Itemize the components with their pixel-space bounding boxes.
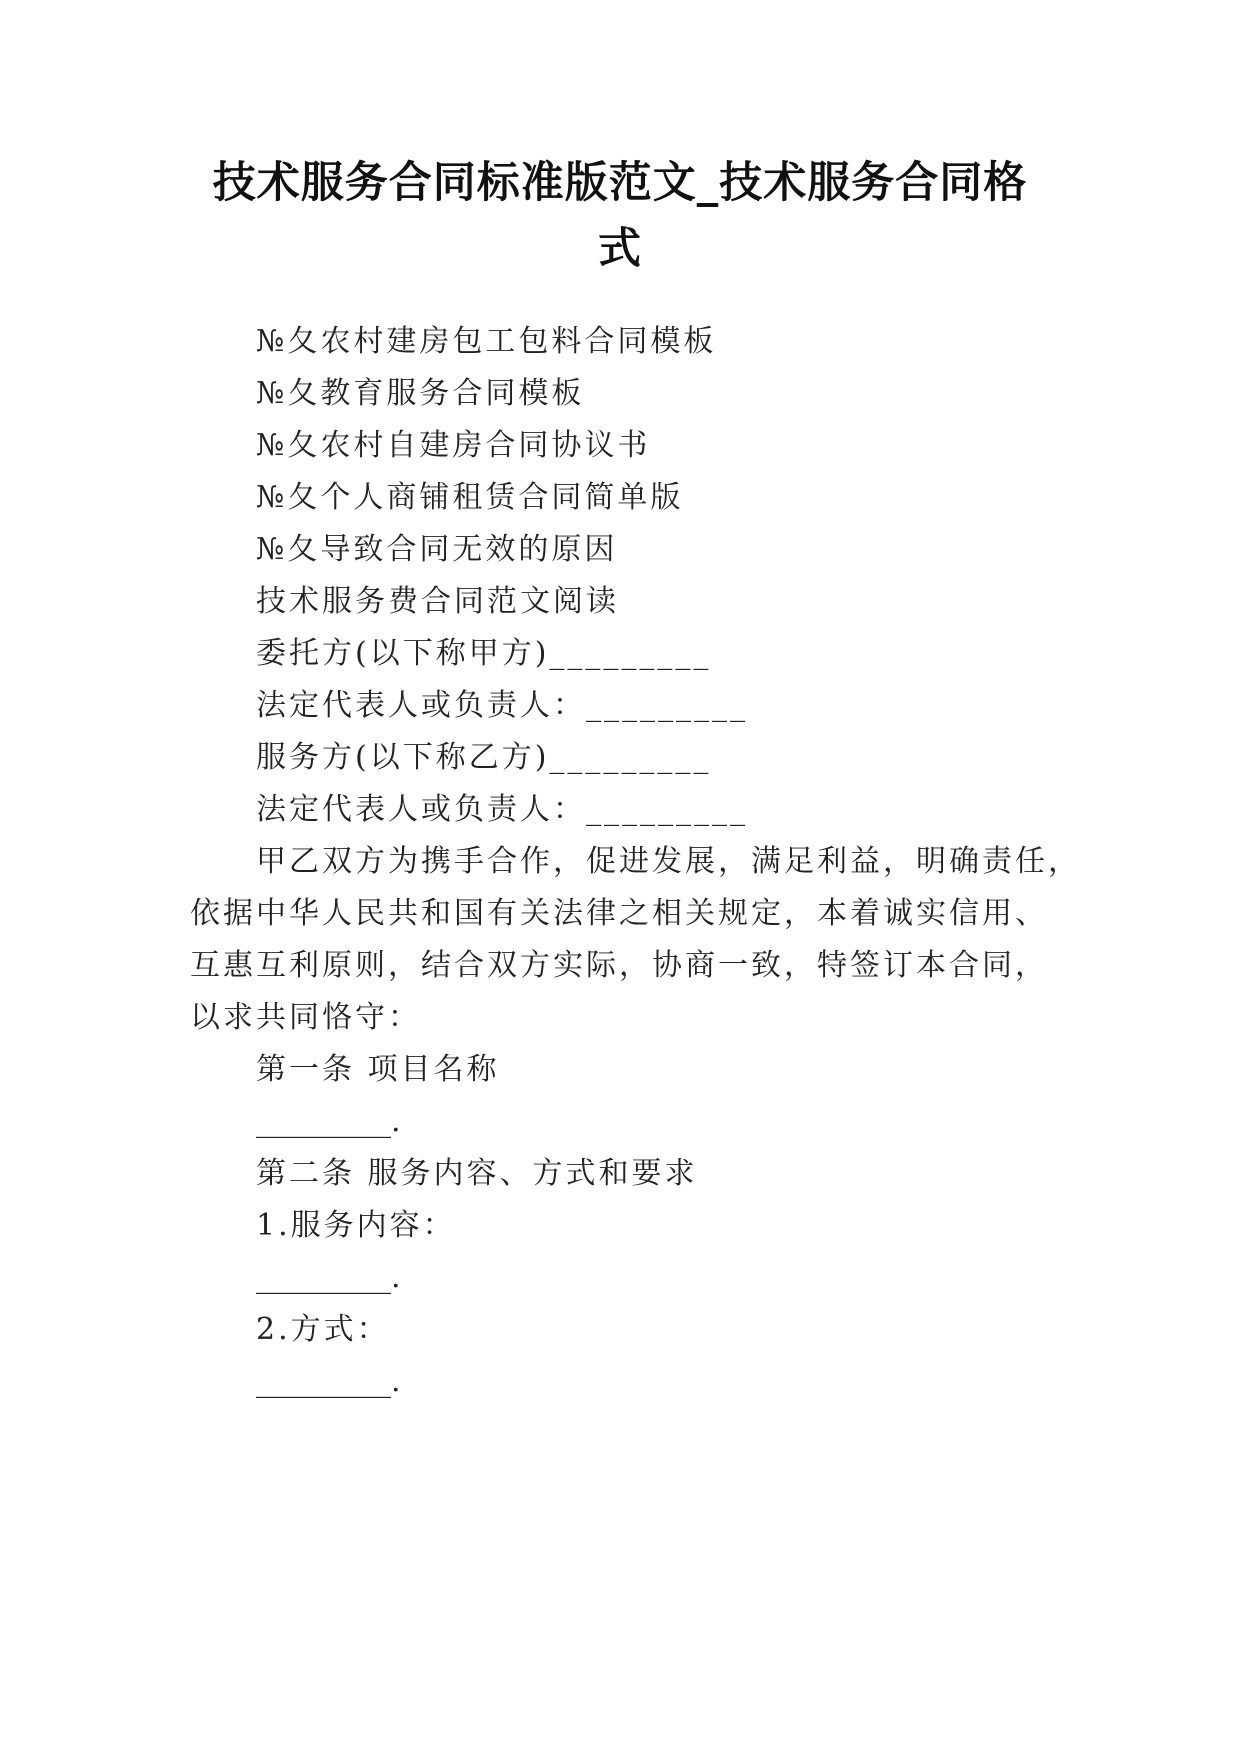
paragraph-line: 甲乙双方为携手合作，促进发展，满足利益，明确责任， bbox=[256, 844, 1081, 879]
list-item: №夂个人商铺租赁合同简单版 bbox=[256, 480, 684, 515]
article-2-heading: 第二条 服务内容、方式和要求 bbox=[256, 1156, 698, 1191]
paragraph-line: 互惠互利原则，结合双方实际，协商一致，特签订本合同， bbox=[190, 948, 1048, 983]
party-a-line: 委托方(以下称甲方)_________ bbox=[256, 636, 712, 671]
article-1-blank: _________. bbox=[256, 1104, 401, 1139]
party-b-representative-line: 法定代表人或负责人：_________ bbox=[256, 792, 748, 827]
item-2-label: 2.方式： bbox=[256, 1312, 390, 1347]
item-1-label: 1.服务内容： bbox=[256, 1208, 456, 1243]
party-b-line: 服务方(以下称乙方)_________ bbox=[256, 740, 712, 775]
title-line-1: 技术服务合同标准版范文_技术服务合同格 bbox=[212, 158, 1028, 208]
party-a-representative-line: 法定代表人或负责人：_________ bbox=[256, 688, 748, 723]
list-item: №夂农村建房包工包料合同模板 bbox=[256, 324, 717, 359]
item-1-blank: _________. bbox=[256, 1260, 401, 1295]
paragraph-line: 以求共同恪守： bbox=[190, 1000, 421, 1035]
list-item: №夂教育服务合同模板 bbox=[256, 376, 585, 411]
title-line-2: 式 bbox=[598, 224, 642, 274]
document-title bbox=[150, 150, 1090, 282]
section-heading: 技术服务费合同范文阅读 bbox=[256, 584, 619, 619]
item-2-blank: _________. bbox=[256, 1364, 401, 1399]
article-1-heading: 第一条 项目名称 bbox=[256, 1052, 500, 1087]
paragraph-line: 依据中华人民共和国有关法律之相关规定，本着诚实信用、 bbox=[190, 896, 1048, 931]
list-item: №夂农村自建房合同协议书 bbox=[256, 428, 651, 463]
list-item: №夂导致合同无效的原因 bbox=[256, 532, 618, 567]
